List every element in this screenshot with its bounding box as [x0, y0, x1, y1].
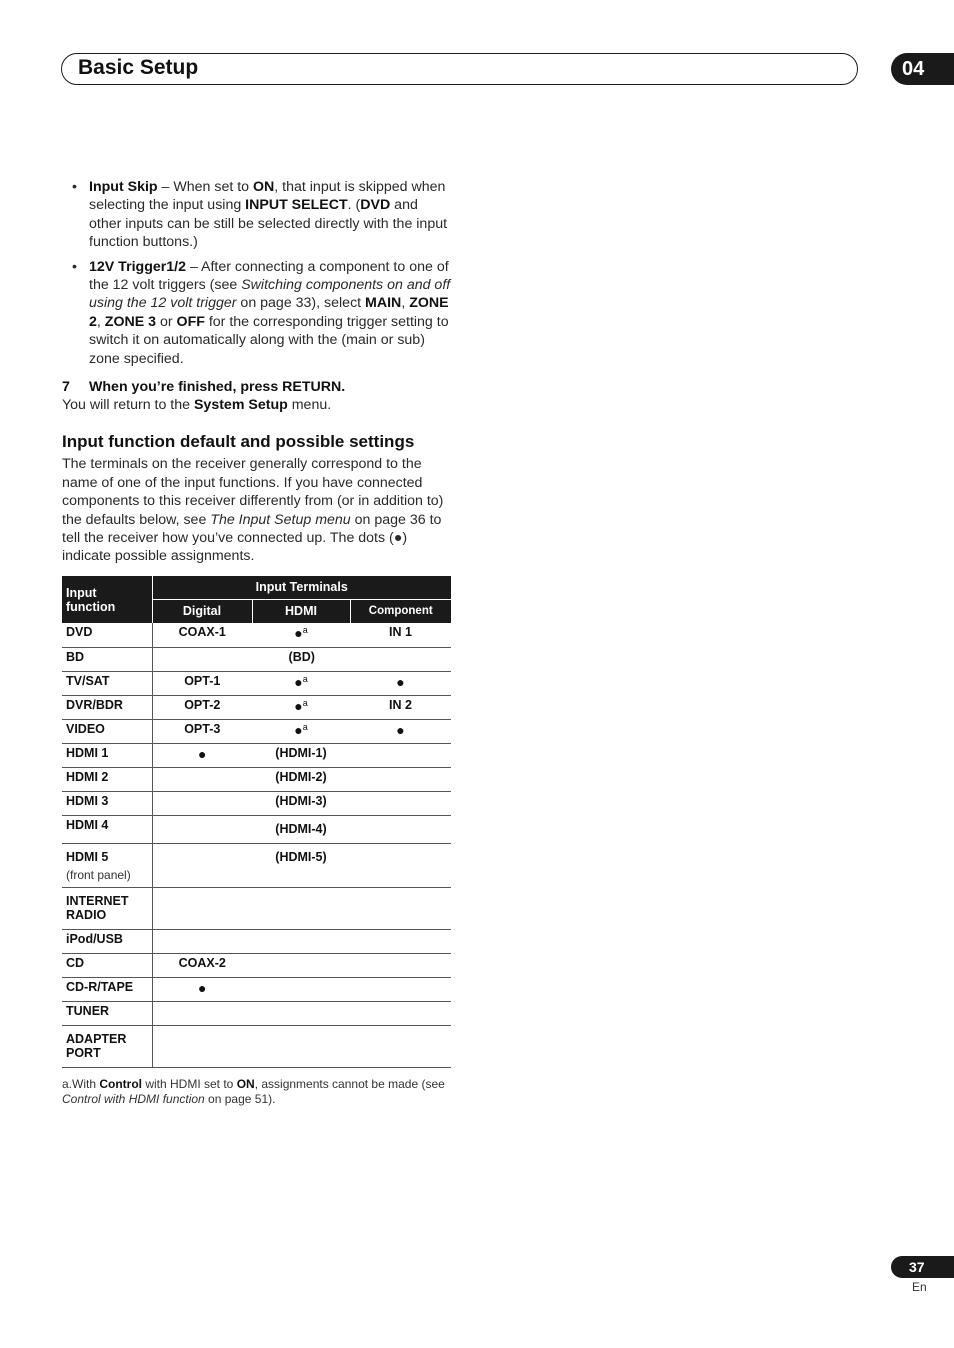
- table-row: HDMI 2 (HDMI-2): [62, 767, 451, 791]
- header-component: Component: [350, 599, 451, 623]
- bullet-input-skip: • Input Skip – When set to ON, that input is skipped when selecting the input using INPUT SELECT. (DVD and other inputs can be still be selected directly with the input function buttons.): [72, 179, 448, 251]
- table-row: TUNER: [62, 1001, 451, 1025]
- page-number: 37: [891, 1256, 954, 1278]
- header-input-function: Input function: [62, 576, 152, 623]
- table-row: BD (BD): [62, 647, 451, 671]
- table-footnote: a.With Control with HDMI set to ON, assignments cannot be made (see Control with HDMI function on page 51).: [62, 1077, 445, 1106]
- bullet-12v-trigger: • 12V Trigger1/2 – After connecting a component to one of the 12 volt triggers (see Switching components on and off using the 12 volt trigger on page 33), select MAIN, ZONE 2, ZONE 3 or OFF for the corresponding trigger setting to switch it on automatically along with the (main or sub) zone specified.: [72, 258, 451, 367]
- table-row: CD-R/TAPE ●: [62, 977, 451, 1001]
- language-code: En: [912, 1280, 927, 1294]
- section-heading: Input function default and possible settings: [62, 431, 415, 451]
- table-row: TV/SAT OPT-1 ●$^a$ ●: [62, 671, 451, 695]
- table-row: ADAPTER PORT: [62, 1025, 451, 1067]
- input-terminals-table: [62, 576, 451, 1068]
- table-row: DVD COAX-1 ●$^a$ IN 1: [62, 623, 451, 647]
- table-row: HDMI 3 (HDMI-3): [62, 791, 451, 815]
- table-row: VIDEO OPT-3 ●$^a$ ●: [62, 719, 451, 743]
- step-body: You will return to the System Setup menu.: [62, 397, 332, 414]
- step-7: [62, 378, 452, 415]
- bullet-dot: •: [72, 258, 77, 275]
- table-row: HDMI 5 (front panel) (HDMI-5): [62, 843, 451, 887]
- header-input-terminals: Input Terminals: [152, 576, 451, 599]
- chapter-number: 04: [891, 53, 954, 85]
- main-content: [62, 178, 452, 566]
- table-row: HDMI 1 ● (HDMI-1): [62, 743, 451, 767]
- header-hdmi: HDMI: [252, 599, 350, 623]
- bullet-dot: •: [72, 179, 77, 195]
- section-paragraph: The terminals on the receiver generally correspond to the name of one of the input functions. If you have connected components to this receiver differently from (or in addition to) the defaults below, see The Input Setup menu on page 36 to tell the receiver how you’ve connected up. The dots (●) indicate possible assignments.: [62, 456, 444, 565]
- header-bar: [61, 53, 858, 85]
- table-row: DVR/BDR OPT-2 ●$^a$ IN 2: [62, 695, 451, 719]
- table-row: iPod/USB: [62, 929, 451, 953]
- step-heading: 7 When you’re finished, press RETURN.: [62, 379, 346, 396]
- term: 12V Trigger1/2: [89, 258, 186, 275]
- table-row: HDMI 4 (HDMI-4): [62, 815, 451, 843]
- term: Input Skip: [89, 179, 158, 195]
- table-row: CD COAX-2: [62, 953, 451, 977]
- table-row: INTERNET RADIO: [62, 887, 451, 929]
- header-digital: Digital: [152, 599, 252, 623]
- page-title: Basic Setup: [78, 56, 199, 79]
